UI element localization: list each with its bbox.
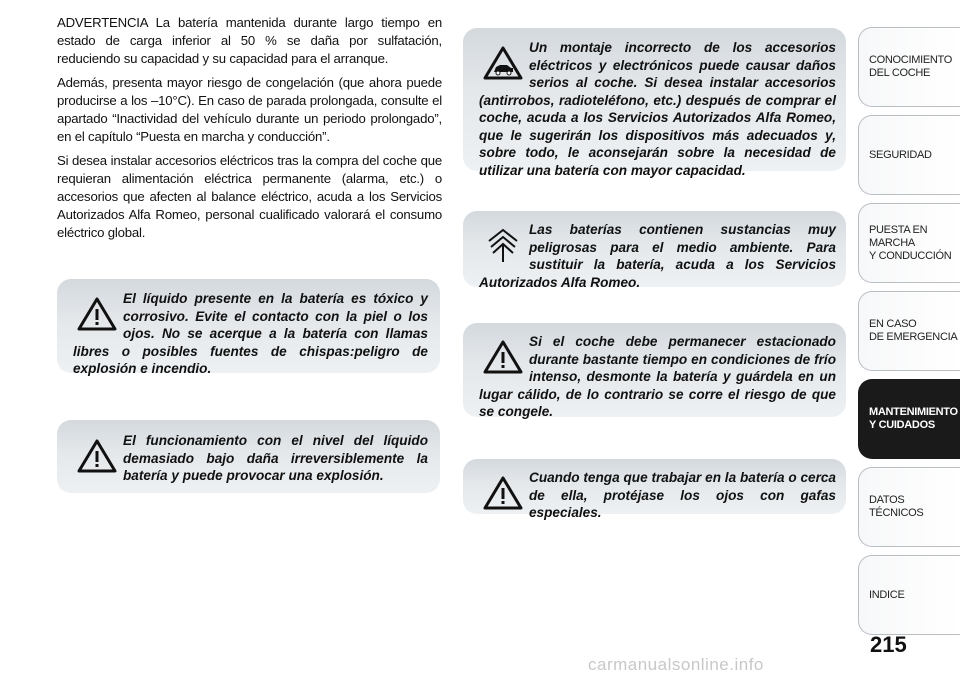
warning-triangle-icon: [73, 296, 123, 332]
tab-conocimiento-del-coche[interactable]: CONOCIMIENTO DEL COCHE: [858, 27, 960, 107]
warning-triangle-icon: [479, 339, 529, 375]
body-text: [57, 14, 442, 248]
warning-text: Si el coche debe permanecer estacionado durante bastante tiempo en condiciones de frío intenso, desmonte la batería y guárdela en un lugar cálido, de lo contrario se corre el riesgo de que se congele.: [479, 334, 836, 419]
warning-text: Las baterías contienen sustancias muy peligrosas para el medio ambiente. Para sustituir la batería, acuda a los Servicios Autorizados Alfa Romeo.: [479, 222, 836, 290]
warning-fluid-level: [57, 420, 440, 493]
tab-indice[interactable]: INDICE: [858, 555, 960, 635]
car-damage-warning-icon: [479, 45, 529, 81]
paragraph: Además, presenta mayor riesgo de congelación (que ahora puede producirse a los –10°C). En caso de parada prolongada, consulte el apartado “Inactividad del vehículo durante un periodo prolongado”, en el capítulo “Puesta en marcha y conducción”.: [57, 75, 442, 144]
tab-en-caso-de-emergencia[interactable]: EN CASO DE EMERGENCIA: [858, 291, 960, 371]
warning-toxic-liquid: [57, 279, 440, 376]
tab-mantenimiento-y-cuidados[interactable]: MANTENIMIENTO Y CUIDADOS: [858, 379, 960, 459]
watermark: carmanualsonline.info: [588, 655, 764, 674]
recycle-environment-icon: [479, 227, 529, 263]
tab-puesta-en-marcha[interactable]: PUESTA EN MARCHA Y CONDUCCIÓN: [858, 203, 960, 283]
warning-triangle-icon: [479, 475, 529, 511]
warning-cold: [463, 323, 846, 417]
warning-text: Cuando tenga que trabajar en la batería o cerca de ella, protéjase los ojos con gafas especiales.: [529, 470, 836, 520]
warning-eyes: [463, 459, 846, 520]
paragraph: Si desea instalar accesorios eléctricos tras la compra del coche que requieran alimentación eléctrica permanente (alarma, etc.) o accesorios que afecten al balance eléctrico, acuda a los Servicios Autorizados Alfa Romeo, personal cualificado valorará el consumo eléctrico global.: [57, 153, 442, 240]
warning-triangle-icon: [73, 438, 123, 474]
page-number: 215: [870, 632, 907, 657]
tab-datos-tecnicos[interactable]: DATOS TÉCNICOS: [858, 467, 960, 547]
paragraph: ADVERTENCIA La batería mantenida durante largo tiempo en estado de carga inferior al 50 % se daña por sulfatación, reduciendo su capacidad y su capacidad para el arranque.: [57, 15, 442, 66]
warning-text: El líquido presente en la batería es tóxico y corrosivo. Evite el contacto con la piel o los ojos. No se acerque a la batería con llamas libres o posibles fuentes de chispas:peligro de explosión e incendio.: [73, 291, 428, 376]
warning-environment: [463, 211, 846, 290]
warning-text: Un montaje incorrecto de los accesorios eléctricos y electrónicos puede causar daños serios al coche. Si desea instalar accesorios (antirrobos, radioteléfono, etc.) después de comprar el coche, acuda a los Servicios Autorizados Alfa Romeo, que le sugerirán los dispositivos más adecuados y, sobre todo, le aconsejarán sobre la necesidad de utilizar una batería con mayor capacidad.: [479, 40, 836, 178]
warning-accessories: [463, 28, 846, 178]
warning-text: El funcionamiento con el nivel del líquido demasiado bajo daña irreversiblemente la batería y puede provocar una explosión.: [123, 433, 428, 483]
tab-seguridad[interactable]: SEGURIDAD: [858, 115, 960, 195]
